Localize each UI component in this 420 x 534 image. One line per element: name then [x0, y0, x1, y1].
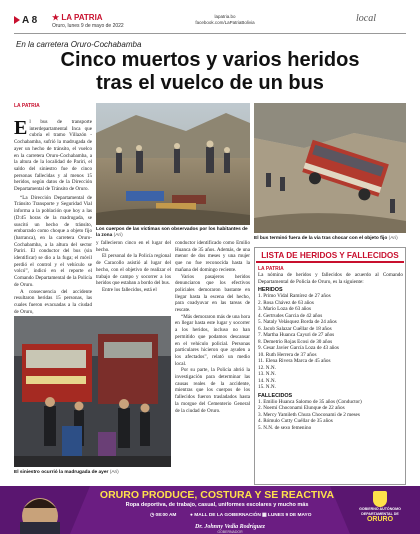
logo-line: GOBIERNO AUTÓNOMO	[359, 507, 401, 511]
paragraph: conductor identificado como Emilio Huanca de 35 años. Además, de una menor de dos meses y una mujer que no fue reconocida hasta la mañana del domingo reciente.	[175, 240, 250, 273]
fallecidos-list	[258, 399, 403, 432]
list-item: 4. Rómulo Cutty Cuéllar de 35 años	[258, 418, 333, 424]
list-item: 14. N.N.	[258, 377, 276, 384]
victims-list-title: LISTA DE HERIDOS Y FALLECIDOS	[256, 249, 404, 263]
ad-title: ORURO PRODUCE, COSTURA Y SE REACTIVA	[99, 489, 335, 501]
list-item: 3. Mercy Yamileth Chura Choconami de 2 meses	[258, 411, 360, 418]
triangle-icon	[14, 16, 20, 24]
headline-line: Cinco muertos y varios heridos	[60, 49, 360, 71]
caption-accident-scene: El siniestro ocurrió la madrugada de ayer (Ari)	[14, 470, 119, 475]
photo-victims-image	[96, 103, 250, 225]
ad-time: ◷ 08:00 AM	[150, 513, 177, 518]
ad-signature: Dr. Johnny Vedia Rodríguez	[194, 524, 266, 530]
clock-icon: ◷	[150, 513, 155, 518]
list-item: 1. Primo Vidal Ramírez de 27 años	[258, 293, 331, 299]
web-links	[185, 14, 265, 26]
caption-victims: Los cuerpos de las víctimas son observados por los habitantes de la zona (Ari)	[96, 227, 248, 238]
fallecidos-heading: FALLECIDOS	[258, 392, 293, 399]
star-icon: ★	[52, 13, 60, 22]
section-name: local	[356, 13, 376, 24]
paragraph: “La Dirección Departamental de Tránsito Transporte y Seguridad Vial informa a la población que hoy a las (D:45 horas de la madrugada, se suscitó un hecho de tránsito, embarrado como choque a objeto fijo (barranca), en la carretera Oruro-Cochabamba, a la altura del sector Pariri. El conductor del bus (sin identificar) se dio a la fuga; el móvil perdió el control y el vehículo se volcó”, indicó en el reporte el Comando Departamental de la Policía de Oruro.	[14, 194, 92, 288]
list-item: 2. Rosa Chávez de 63 años	[258, 299, 314, 306]
victims-list-content	[258, 266, 403, 484]
kicker: En la carretera Oruro-Cochabamba	[16, 40, 142, 49]
photo-bus-wreck-image	[254, 103, 406, 233]
list-item: 9. Cesar Javier García Loza de 43 años	[258, 345, 339, 351]
gobernacion-logo	[350, 491, 410, 531]
list-item: 13. N.N.	[258, 371, 276, 377]
paragraph: Entre los fallecidos, está el	[102, 286, 157, 293]
victims-list-intro: La nómina de heridos y fallecidos de acuerdo al Comando Departamental de Policía de Oruro, es la siguiente:	[258, 272, 403, 285]
list-item: 5. Nataly Velásquez Borda de 24 años	[258, 319, 337, 325]
heridos-list	[258, 293, 403, 391]
list-item: 10. Ruth Herrera de 37 años	[258, 351, 317, 358]
list-item: 5. N.N. de sexo femenino	[258, 424, 312, 431]
list-item: 1. Emilio Huanca Salomo de 35 años (Conductor)	[258, 398, 362, 405]
facebook-link: facebook.com/LaPatriaBolivia	[195, 20, 255, 25]
headline-line: tras el vuelco de un bus	[96, 72, 324, 94]
ad-subtitle: Ropa deportiva, de trabajo, casual, uniformes escolares y mucho más	[125, 502, 309, 508]
list-item: 15. N.N.	[258, 384, 276, 390]
date-line: Oruro, lunes 9 de mayo de 2022	[52, 23, 124, 29]
list-item: 2. Noemí Choconami Elunque de 22 años	[258, 405, 345, 411]
ad-date: ▦ LUNES 9 DE MAYO	[262, 513, 312, 518]
article-column-2	[96, 240, 171, 312]
byline: LA PATRIA	[14, 103, 40, 109]
web-link: lapatria.bo	[214, 14, 236, 19]
paragraph: y fallecieron cinco en el lugar del hecho.	[96, 240, 171, 253]
list-item: 3. Mario Loza de 63 años	[258, 306, 312, 312]
list-item: 4. Gertrudes Garcia de 42 años	[258, 312, 323, 319]
paragraph: A consecuencia del accidente resultaron heridas 15 personas, las cuales fueron evacuadas a la ciudad de Oruro,	[14, 288, 92, 315]
location-pin-icon: ●	[190, 513, 193, 518]
caption-bus-wreck: El bus terminó fuera de la vía tras chocar con el objeto fijo (Ari)	[254, 236, 398, 241]
victims-list-source: LA PATRIA	[258, 266, 284, 272]
page-number: A 8	[14, 15, 37, 26]
photo-accident-scene	[14, 316, 171, 467]
paragraph: “Más demoraron más de una hora en llegar hasta este lugar y socorrer a los heridos, incluso no han permitido que podamos descansar en el vehículo policial. Personas particulares hicieron que ayuden a los afectados”, relató un medio local.	[175, 313, 250, 367]
photo-bus-wreck	[254, 103, 406, 233]
ad-signature-title: GOBERNADOR	[217, 530, 243, 534]
calendar-icon: ▦	[262, 513, 267, 518]
list-item: 6. Jacob Salazar Cuéllar de 18 años	[258, 325, 332, 332]
logo-line: DEPARTAMENTAL DE	[361, 511, 399, 516]
photo-accident-scene-image	[14, 316, 171, 467]
heridos-heading: HERIDOS	[258, 287, 283, 293]
list-item: 11. Elena Rivera Marca de 45 años	[258, 358, 331, 364]
logo-big: ORURO	[366, 516, 394, 523]
drop-cap: E	[14, 117, 28, 139]
header-divider	[14, 33, 406, 34]
headline	[14, 49, 406, 95]
article-column-3	[175, 240, 250, 478]
photo-victims	[96, 103, 250, 225]
list-item: 12. N.N.	[258, 364, 276, 371]
list-item: 8. Demetrio Rojas Ecosi de 30 años	[258, 338, 333, 345]
paragraph: El bus de transporte interdepartamental Inca que cubría el tramo Villazón - Cochabamba, sufrió la madrugada de ayer un hecho de tránsito, el vuelco en la carretera Oruro-Cochabamba, a la altura de la localidad de Pariri, el saldo del siniestro fue de cinco personas fallecidas y al menos 15 heridos, según datos de la Dirección Departamental de Tránsito de Oruro.	[14, 117, 92, 193]
list-item: 7. Martha Huanca Cayuri de 27 años	[258, 332, 335, 338]
paragraph: Por su parte, la Policía abrió la investigación para determinar las causas reales de la accidente, mientras que los cuerpos de los fallecidos fueron trasladados hasta la morgue del Cementerio General de la ciudad de Oruro.	[175, 367, 250, 414]
paragraph: El personal de la Policía regional de Caracollo asistió al lugar del hecho, con el objetivo de realizar el trabajo de campo y socorrer a los heridos que estaban a bordo del bus.	[96, 253, 171, 287]
brand-logo: ★ LA PATRIA	[52, 13, 103, 22]
paragraph: Varios pasajeros heridos denunciaron que los efectivos policiales demoraron bastante en llegar hasta la escena del hecho, para coadyuvar en las tareas de rescate.	[175, 273, 250, 314]
ad-venue: ● MALL DE LA GOBERNACIÓN	[190, 513, 261, 518]
shield-icon	[373, 491, 387, 507]
